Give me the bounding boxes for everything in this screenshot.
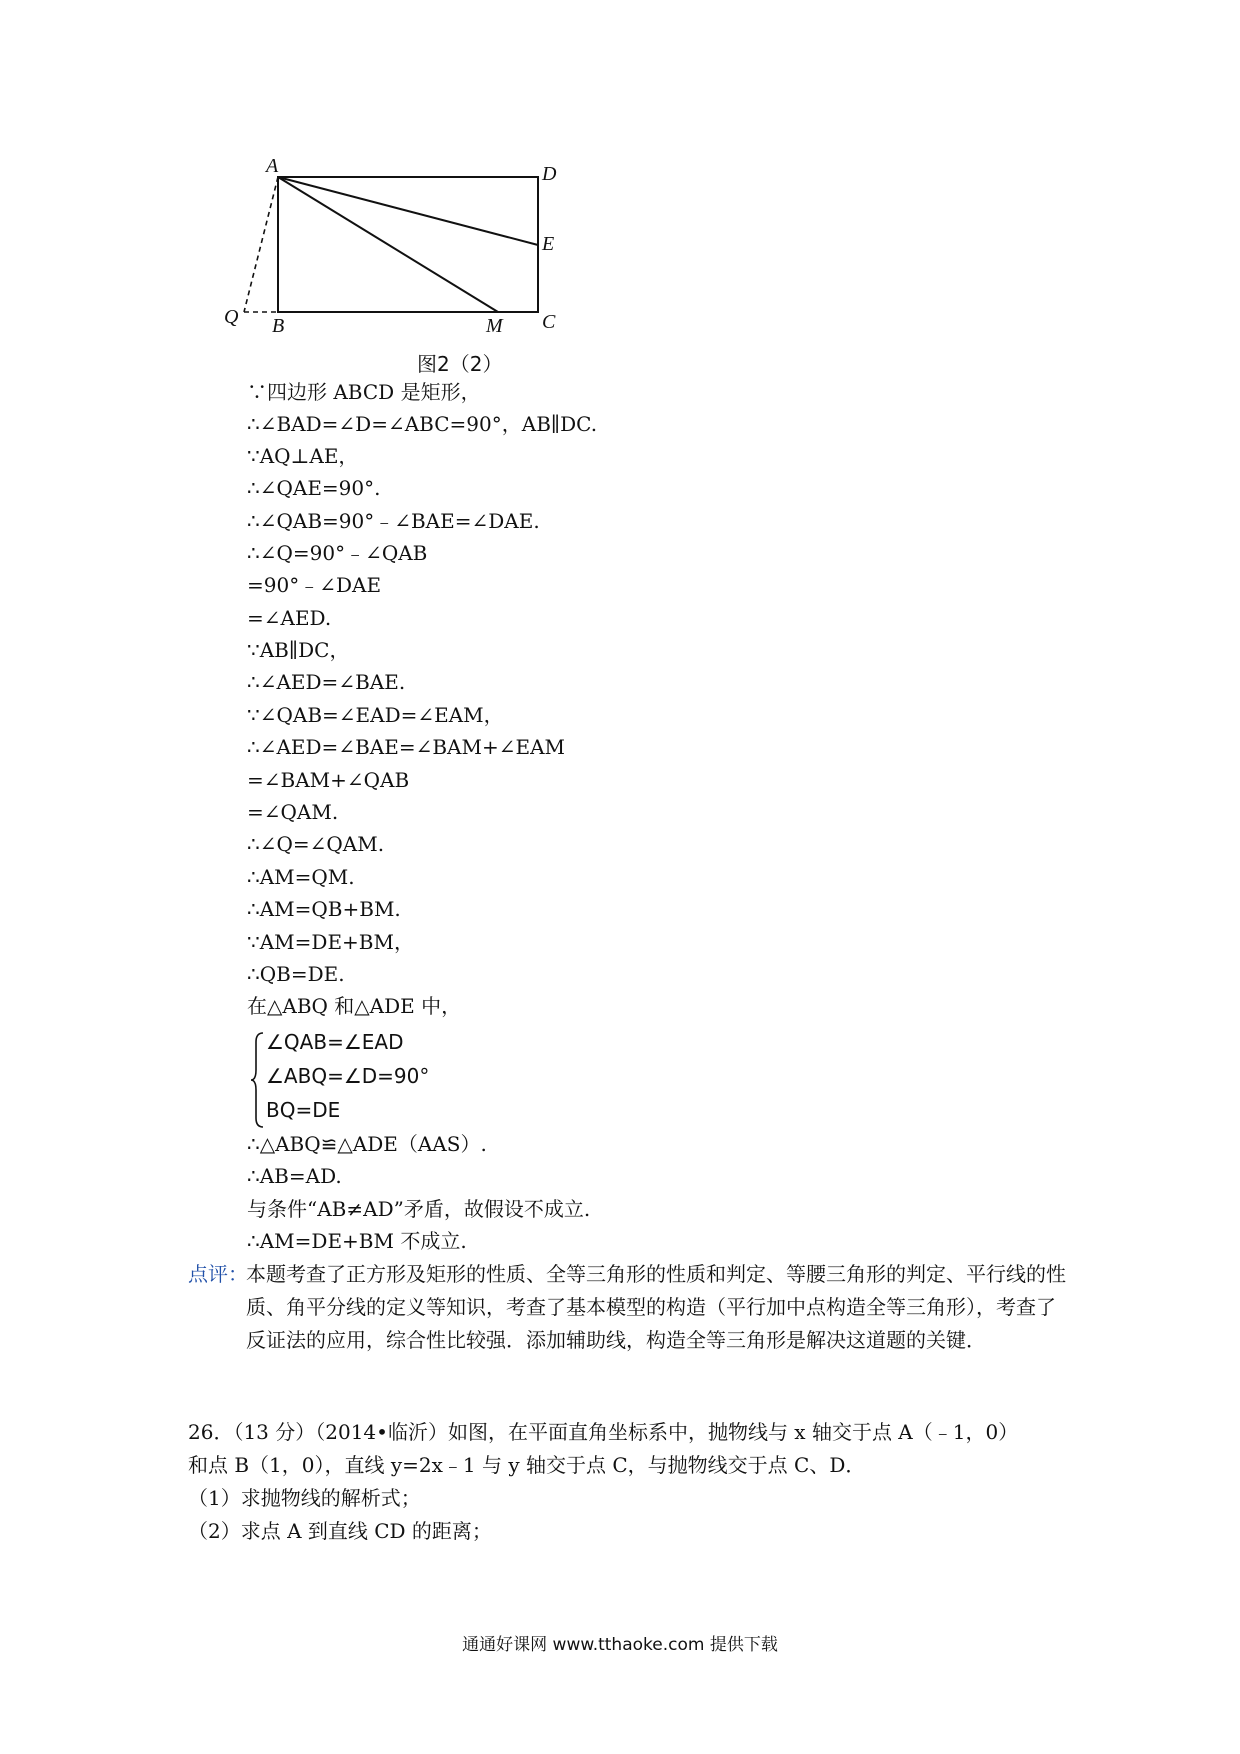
- proof-line: ∴∠QAE=90°.: [247, 476, 381, 500]
- label-c: C: [542, 311, 556, 333]
- proof-line: ∴∠BAD=∠D=∠ABC=90°，AB∥DC.: [247, 412, 598, 436]
- proof-line: ∵∠QAB=∠EAD=∠EAM，: [247, 703, 504, 727]
- label-d: D: [542, 163, 557, 185]
- proof-line: 在△ABQ 和△ADE 中，: [247, 994, 462, 1018]
- proof-line: =∠AED.: [247, 606, 332, 630]
- system-row: BQ=DE: [266, 1098, 341, 1122]
- segment-am: [278, 177, 498, 312]
- problem-line: （1）求抛物线的解析式；: [188, 1486, 421, 1510]
- page-footer: 通通好课网 www.tthaoke.com 提供下载: [462, 1635, 778, 1655]
- proof-line: ∵AB∥DC，: [247, 638, 350, 662]
- problem-line: 和点 B（1，0），直线 y=2x﹣1 与 y 轴交于点 C，与抛物线交于点 C、D．: [188, 1453, 866, 1477]
- proof-line: ∵AQ⊥AE，: [247, 444, 359, 468]
- label-a: A: [266, 155, 279, 177]
- proof-line: ∴AB=AD.: [247, 1164, 342, 1188]
- rectangle-abcd: [278, 177, 538, 312]
- equation-system: [250, 1030, 450, 1130]
- proof-line: ∵四边形 ABCD 是矩形，: [247, 380, 481, 404]
- proof-line: ∴∠Q=90°﹣∠QAB: [247, 541, 428, 565]
- proof-line: =90°﹣∠DAE: [247, 573, 382, 597]
- problem-line: 26．（13 分）（2014•临沂）如图，在平面直角坐标系中，抛物线与 x 轴交于点 A（﹣1，0）: [188, 1420, 1019, 1444]
- comment-block: [188, 1258, 1068, 1352]
- system-row: ∠ABQ=∠D=90°: [266, 1064, 430, 1088]
- proof-line: ∴QB=DE.: [247, 962, 345, 986]
- label-b: B: [272, 315, 285, 337]
- proof-line: =∠QAM.: [247, 800, 339, 824]
- segment-ae: [278, 177, 538, 245]
- proof-line: =∠BAM+∠QAB: [247, 768, 410, 792]
- proof-line: 与条件“AB≠AD”矛盾，故假设不成立.: [247, 1197, 591, 1221]
- system-row: ∠QAB=∠EAD: [266, 1030, 404, 1054]
- figure-caption: 图2（2）: [417, 352, 503, 376]
- geometry-figure: [224, 150, 640, 350]
- problem-line: （2）求点 A 到直线 CD 的距离；: [188, 1519, 492, 1543]
- proof-line: ∵AM=DE+BM，: [247, 930, 414, 954]
- figure-svg: [224, 150, 640, 350]
- comment-text: 本题考查了正方形及矩形的性质、全等三角形的性质和判定、等腰三角形的判定、平行线的性质、角平分线的定义等知识，考查了基本模型的构造（平行加中点构造全等三角形），考查了反证法的应用，综合性比较强．添加辅助线，构造全等三角形是解决这道题的关键．: [246, 1262, 1066, 1352]
- segment-aq-dashed: [244, 177, 278, 312]
- comment-label: 点评：: [188, 1262, 248, 1286]
- left-brace-icon: [250, 1030, 266, 1130]
- label-m: M: [486, 315, 503, 337]
- proof-line: ∴∠AED=∠BAE=∠BAM+∠EAM: [247, 735, 565, 759]
- proof-line: ∴∠AED=∠BAE.: [247, 670, 406, 694]
- proof-line: ∴AM=DE+BM 不成立.: [247, 1229, 467, 1253]
- proof-line: ∴∠Q=∠QAM.: [247, 832, 385, 856]
- proof-line: ∴∠QAB=90°﹣∠BAE=∠DAE.: [247, 509, 540, 533]
- label-e: E: [542, 233, 555, 255]
- proof-line: ∴AM=QM.: [247, 865, 355, 889]
- proof-line: ∴AM=QB+BM.: [247, 897, 401, 921]
- label-q: Q: [224, 306, 239, 328]
- proof-line: ∴△ABQ≌△ADE（AAS）.: [247, 1132, 487, 1156]
